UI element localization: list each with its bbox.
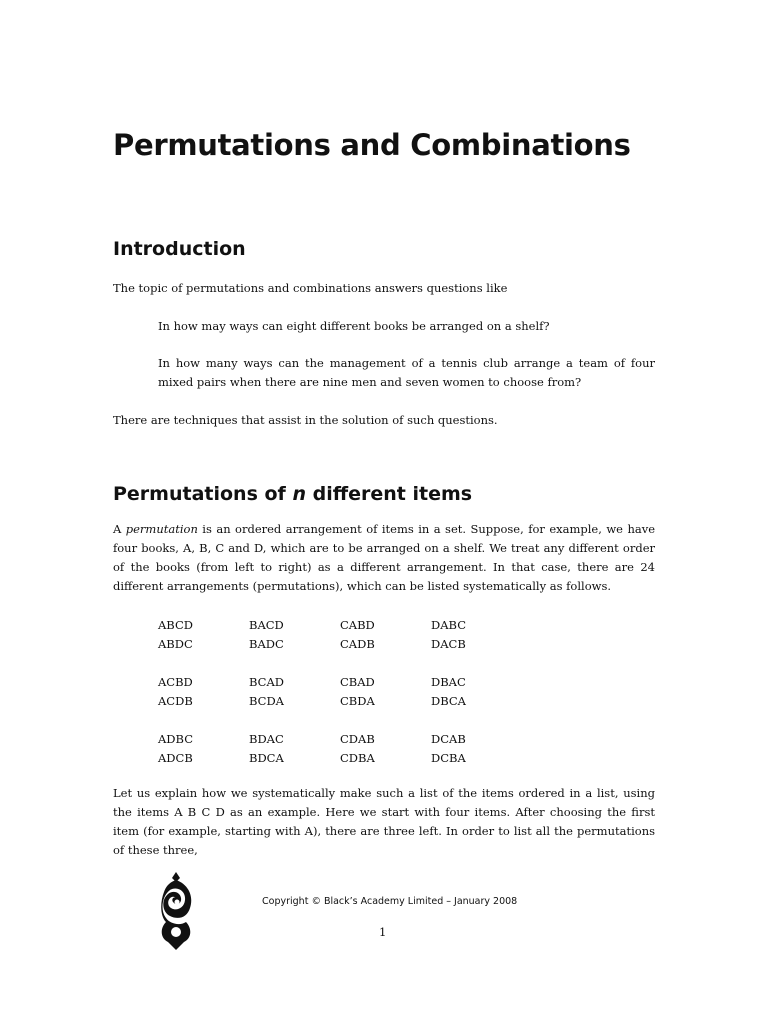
table-cell: BACD <box>249 617 284 632</box>
permutation-list-table <box>158 615 522 767</box>
intro-lead-paragraph: The topic of permutations and combinations answers questions like <box>113 281 508 295</box>
table-cell: BCAD <box>249 674 284 689</box>
table-cell: ACBD <box>158 674 193 689</box>
blacks-academy-logo-icon <box>158 872 194 950</box>
table-row <box>158 691 522 710</box>
definition-text-post: is an ordered arrangement of items in a set. Suppose, for example, we have four books, A, B, C and D, which are to be arranged on a shelf. We treat any different order of the books (from left to right) as a different arrangement. In that case, there are 24 different arrangements (permutations), which can be listed systematically as follows. <box>113 522 656 593</box>
table-row <box>158 634 522 653</box>
table-cell: ADBC <box>158 731 193 746</box>
copyright-notice: Copyright © Black’s Academy Limited – January 2008 <box>262 896 518 907</box>
table-cell: CBDA <box>340 693 375 708</box>
table-cell: BDCA <box>249 750 284 765</box>
table-cell: DCAB <box>431 731 466 746</box>
table-cell: CDAB <box>340 731 375 746</box>
table-cell: ABDC <box>158 636 193 651</box>
term-permutation: permutation <box>125 522 198 536</box>
heading-text-pre: Permutations of <box>113 483 293 505</box>
introduction-heading: Introduction <box>113 238 246 260</box>
page-title: Permutations and Combinations <box>113 128 631 162</box>
table-cell: BDAC <box>249 731 284 746</box>
table-cell: ADCB <box>158 750 193 765</box>
table-cell: CDBA <box>340 750 375 765</box>
table-cell: DABC <box>431 617 466 632</box>
page-number: 1 <box>379 925 387 939</box>
table-cell: ACDB <box>158 693 193 708</box>
heading-text-post: different items <box>305 483 473 505</box>
table-cell: BCDA <box>249 693 284 708</box>
explanation-paragraph: Let us explain how we systematically make such a list of the items ordered in a list, using the items A B C D as an example. Here we start with four items. After choosing the first item (for example, starting with A), there are three left. In order to list all the permutations of these three, <box>113 786 655 857</box>
table-cell: ABCD <box>158 617 193 632</box>
heading-variable-n: n <box>292 483 306 505</box>
table-cell: DBCA <box>431 693 466 708</box>
table-cell: DBAC <box>431 674 466 689</box>
table-cell: CBAD <box>340 674 375 689</box>
table-row <box>158 729 522 748</box>
intro-closing-paragraph: There are techniques that assist in the solution of such questions. <box>113 413 498 427</box>
table-cell: DCBA <box>431 750 466 765</box>
example-question-tennis: In how many ways can the management of a tennis club arrange a team of four mixed pairs when there are nine men and seven women to choose from? <box>158 356 655 389</box>
table-cell: CADB <box>340 636 375 651</box>
permutation-definition-paragraph <box>113 520 655 596</box>
table-row <box>158 748 522 767</box>
definition-text-pre: A <box>113 522 126 536</box>
table-cell: BADC <box>249 636 284 651</box>
table-cell: CABD <box>340 617 375 632</box>
table-spacer-row <box>158 710 522 729</box>
table-cell: DACB <box>431 636 466 651</box>
table-spacer-row <box>158 653 522 672</box>
table-row <box>158 672 522 691</box>
table-row <box>158 615 522 634</box>
permutations-heading <box>113 483 472 505</box>
example-question-books: In how may ways can eight different books be arranged on a shelf? <box>158 319 550 333</box>
